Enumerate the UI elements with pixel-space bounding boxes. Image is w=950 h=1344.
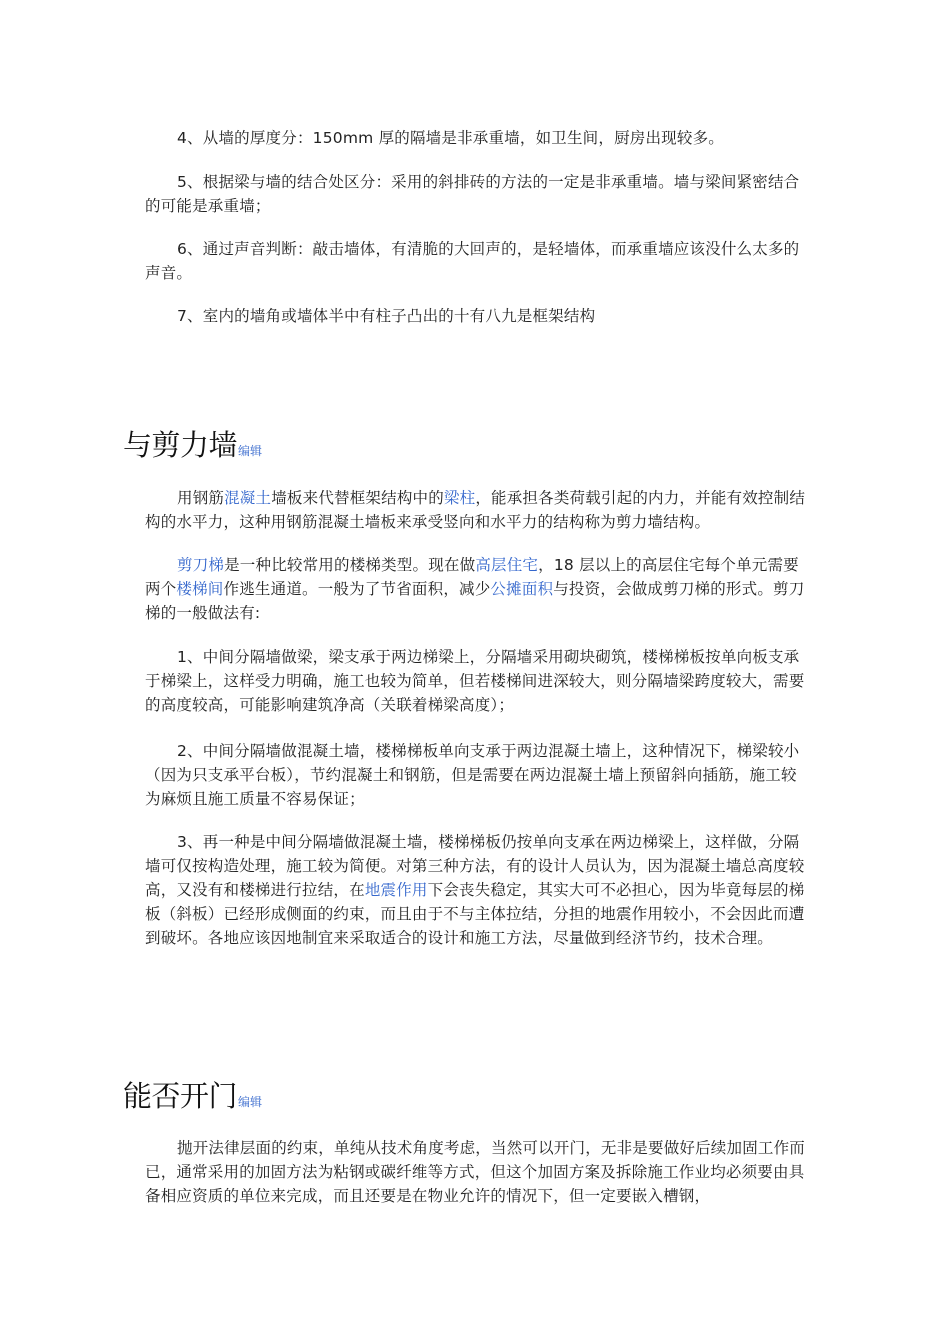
paragraph-item-4: 4、从墙的厚度分：150mm 厚的隔墙是非承重墙，如卫生间，厨房出现较多。 <box>177 129 724 147</box>
section-heading-shear-wall: 与剪力墙编辑 <box>123 428 263 462</box>
paragraph-scissor-stairs: 剪刀梯是一种比较常用的楼梯类型。现在做高层住宅，18 层以上的高层住宅每个单元需要两个楼梯间作逃生通道。一般为了节省面积，减少公摊面积与投资，会做成剪刀梯的形式。剪刀梯的一般做法有: <box>145 556 805 622</box>
paragraph-door-opening: 抛开法律层面的约束，单纯从技术角度考虑，当然可以开门，无非是要做好后续加固工作而已，通常采用的加固方法为粘钢或碳纤维等方式，但这个加固方案及拆除施工作业均必须要由具备相应资质的单位来完成，而且还要是在物业允许的情况下，但一定要嵌入槽钢， <box>145 1139 806 1205</box>
paragraph-item-6: 6、通过声音判断：敲击墙体，有清脆的大回声的，是轻墙体，而承重墙应该没什么太多的声音。 <box>145 240 800 282</box>
edit-link[interactable]: 编辑 <box>238 444 263 458</box>
link-high-rise-residence[interactable]: 高层住宅 <box>475 556 539 574</box>
paragraph-method-3: 3、再一种是中间分隔墙做混凝土墙，楼梯梯板仍按单向支承在两边梯梁上，这样做，分隔墙可仅按构造处理，施工较为简便。对第三种方法，有的设计人员认为，因为混凝土墙总高度较高，又没有和楼梯进行拉结，在地震作用下会丧失稳定，其实大可不必担心，因为毕竟每层的梯板（斜板）已经形成侧面的约束，而且由于不与主体拉结，分担的地震作用较小，不会因此而遭到破坏。各地应该因地制宜来采取适合的设计和施工方法，尽量做到经济节约，技术合理。 <box>145 833 805 947</box>
paragraph-item-7: 7、室内的墙角或墙体半中有柱子凸出的十有八九是框架结构 <box>177 307 596 325</box>
paragraph-shear-wall-definition: 用钢筋混凝土墙板来代替框架结构中的梁柱，能承担各类荷载引起的内力，并能有效控制结构的水平力，这种用钢筋混凝土墙板来承受竖向和水平力的结构称为剪力墙结构。 <box>145 489 806 531</box>
link-stairwell[interactable]: 楼梯间 <box>176 580 224 598</box>
paragraph-method-1: 1、中间分隔墙做梁，梁支承于两边梯梁上，分隔墙采用砌块砌筑，楼梯梯板按单向板支承于梯梁上，这样受力明确，施工也较为简单，但若楼梯间进深较大，则分隔墙梁跨度较大，需要的高度较高，可能影响建筑净高（关联着梯梁高度）； <box>145 648 805 714</box>
link-concrete[interactable]: 混凝土 <box>224 489 272 507</box>
link-beam-column[interactable]: 梁柱 <box>443 489 476 507</box>
link-shared-area[interactable]: 公摊面积 <box>490 580 554 598</box>
section-heading-door-opening: 能否开门编辑 <box>123 1079 263 1113</box>
paragraph-method-2: 2、中间分隔墙做混凝土墙，楼梯梯板单向支承于两边混凝土墙上，这种情况下，梯梁较小（因为只支承平台板），节约混凝土和钢筋，但是需要在两边混凝土墙上预留斜向插筋，施工较为麻烦且施工质量不容易保证； <box>145 742 800 808</box>
link-seismic-action[interactable]: 地震作用 <box>364 881 428 899</box>
link-scissor-stairs[interactable]: 剪刀梯 <box>177 556 225 574</box>
paragraph-item-5: 5、根据梁与墙的结合处区分：采用的斜排砖的方法的一定是非承重墙。墙与梁间紧密结合的可能是承重墙； <box>145 173 800 215</box>
edit-link[interactable]: 编辑 <box>238 1095 263 1109</box>
